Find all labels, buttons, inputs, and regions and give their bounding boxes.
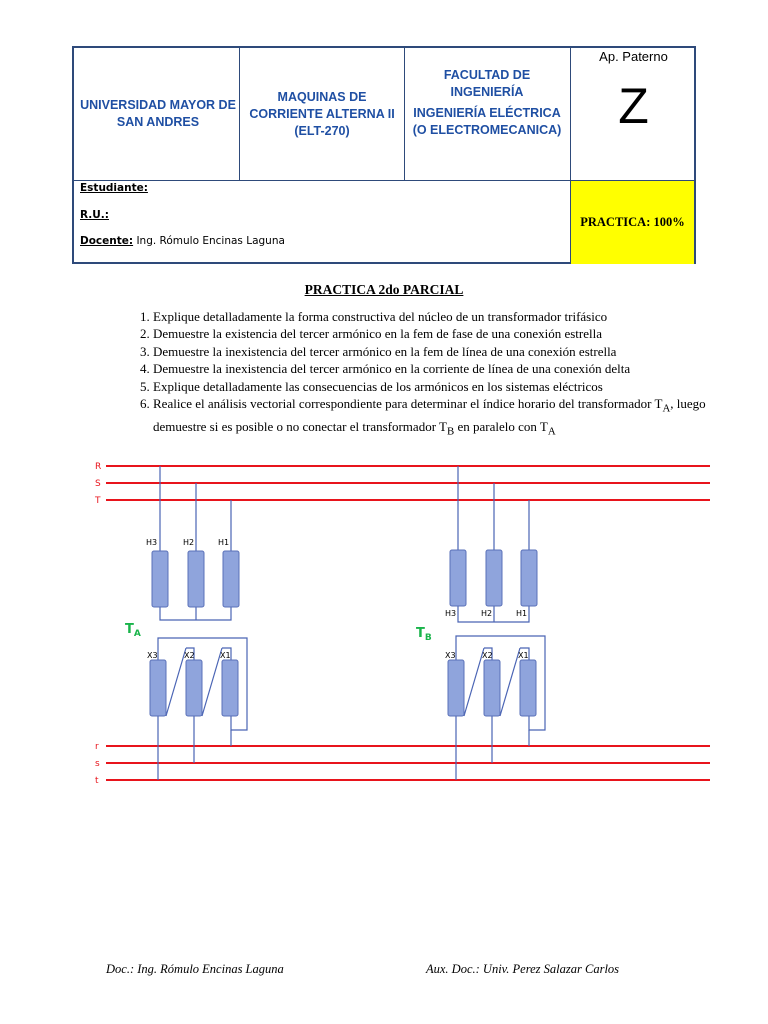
label-r: r [95, 742, 99, 752]
footer-aux: Aux. Doc.: Univ. Perez Salazar Carlos [426, 962, 620, 976]
tb-x1: X1 [518, 651, 529, 660]
ta-label: $T_A$ [125, 622, 141, 639]
ta-coil-x1 [222, 660, 238, 716]
ta-coil-x3 [150, 660, 166, 716]
tb-coil-h1 [521, 550, 537, 606]
list-item: 3. Demuestre la inexistencia del tercer armónico en la fem de línea de una conexión estrella [153, 343, 713, 360]
ta-coil-h3 [152, 551, 168, 607]
ta-h3: H3 [146, 538, 158, 547]
tb-coil-x3 [448, 660, 464, 716]
tb-coil-x2 [484, 660, 500, 716]
label-s: s [95, 759, 100, 769]
list-item: 4. Demuestre la inexistencia del tercer armónico en la corriente de línea de una conexión delta [153, 360, 713, 377]
list-item: 6. Realice el análisis vectorial correspondiente para determinar el índice horario del transformador $T_A$, luego demuestre si es posible o no conectar el transformador $T_B$ en paralelo con $T_A$ [153, 395, 713, 441]
faculty-name: FACULTAD DE INGENIERÍA [443, 68, 531, 99]
tb-h1: H1 [516, 609, 528, 618]
ta-x3: X3 [147, 651, 158, 660]
tb-coil-h3 [450, 550, 466, 606]
ta-coils [150, 551, 239, 716]
tb-wiring [456, 466, 545, 780]
tb-x3: X3 [445, 651, 456, 660]
label-T: T [95, 496, 101, 506]
practica-label: PRACTICA: 100% [580, 215, 685, 229]
list-item: 5. Explique detalladamente las consecuencias de los armónicos en los sistemas eléctricos [153, 378, 713, 395]
tb-x2: X2 [482, 651, 493, 660]
label-R: R [95, 462, 102, 472]
ta-coil-h1 [223, 551, 239, 607]
label-S: S [95, 479, 101, 489]
ru-label: R.U.: [80, 209, 109, 221]
ta-coil-x2 [186, 660, 202, 716]
career-name: INGENIERÍA ELÉCTRICA (O ELECTROMECANICA) [412, 106, 562, 137]
ta-h1: H1 [218, 538, 230, 547]
ta-x1: X1 [220, 651, 231, 660]
ta-wiring [158, 466, 247, 780]
surname-initial: Z [618, 78, 649, 134]
ta-x2: X2 [184, 651, 195, 660]
label-t: t [95, 776, 99, 786]
tb-label: $T_B$ [416, 626, 432, 643]
busbars [106, 466, 710, 780]
tb-coils [448, 550, 537, 716]
tb-coil-x1 [520, 660, 536, 716]
tb-h3: H3 [445, 609, 457, 618]
tb-h2: H2 [481, 609, 493, 618]
footer-doc: Doc.: Ing. Rómulo Encinas Laguna [106, 962, 284, 976]
tb-coil-h2 [486, 550, 502, 606]
course-name: MAQUINAS DE CORRIENTE ALTERNA II (ELT-270) [249, 89, 395, 138]
docente-label: Docente: [80, 235, 134, 247]
ta-coil-h2 [188, 551, 204, 607]
page-title: PRACTICA 2do PARCIAL [304, 282, 464, 297]
list-item: 2. Demuestre la existencia del tercer armónico en la fem de fase de una conexión estrella [153, 325, 713, 342]
student-label: Estudiante: [80, 182, 148, 194]
university-name: UNIVERSIDAD MAYOR DE SAN ANDRES [80, 98, 236, 129]
docente-name: Ing. Rómulo Encinas Laguna [136, 235, 285, 247]
ap-paterno-label: Ap. Paterno [599, 49, 668, 64]
ta-h2: H2 [183, 538, 195, 547]
list-item: 1. Explique detalladamente la forma constructiva del núcleo de un transformador trifásico [153, 308, 713, 325]
